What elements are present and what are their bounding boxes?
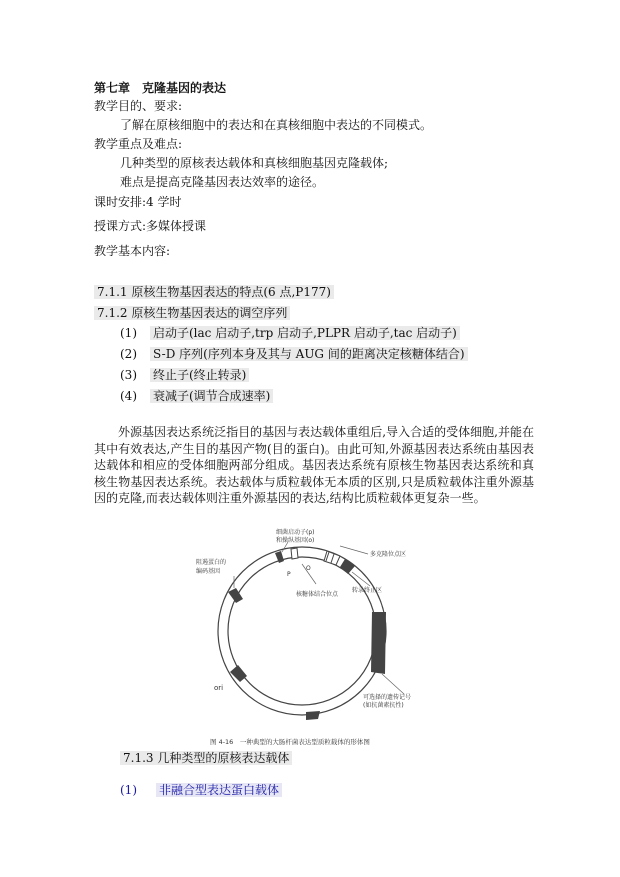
list-item xyxy=(120,346,468,362)
list-item-number: (2) xyxy=(120,347,137,361)
section-711 xyxy=(94,284,334,300)
label-promoter: 细菌启动子(p) xyxy=(276,529,315,536)
section-713 xyxy=(120,750,292,766)
label-selectable-1: 可选择的遗传记号 xyxy=(363,694,412,701)
figure-caption: 图 4-16 一种典型的大肠杆菌表达型质粒载体的形体图 xyxy=(210,738,370,746)
section-711-text: 7.1.1 原核生物基因表达的特点(6 点,P177) xyxy=(94,285,334,299)
list-item-text: 衰减子(调节合成速率) xyxy=(150,389,273,403)
label-operator: 和操纵基因(o) xyxy=(276,537,315,544)
marker-block-bottom xyxy=(306,711,320,720)
label-p: P xyxy=(287,571,291,578)
selectable-marker-block xyxy=(371,612,386,674)
list-item-number: (3) xyxy=(120,368,137,382)
section-713-text: 7.1.3 几种类型的原核表达载体 xyxy=(120,751,292,765)
key-points-label: 教学重点及难点: xyxy=(94,137,183,151)
list-item-number: (1) xyxy=(120,326,137,340)
subsection-1 xyxy=(120,782,282,798)
ori-block xyxy=(230,665,247,682)
label-ori: ori xyxy=(214,684,224,692)
operator-block xyxy=(291,548,298,559)
mcs-block xyxy=(324,551,340,565)
objectives-text: 了解在原核细胞中的表达和在真核细胞中表达的不同模式。 xyxy=(120,118,433,132)
terminator-block xyxy=(340,559,355,574)
key-point-2: 难点是提高克隆基因表达效率的途径。 xyxy=(120,175,325,189)
label-selectable-2: (如抗菌素抗性) xyxy=(363,702,404,709)
list-item-text: S-D 序列(序列本身及其与 AUG 间的距离决定核糖体结合) xyxy=(150,347,468,361)
teaching-method: 授课方式:多媒体授课 xyxy=(94,219,207,233)
subsection-1-number: (1) xyxy=(120,783,137,797)
body-paragraph-text: 外源基因表达系统泛指目的基因与表达载体重组后,导入合适的受体细胞,并能在其中有效表达,产生目的基因产物(目的蛋白)。由此可知,外源基因表达系统由基因表达载体和相应的受体细胞两部分组成。基因表达系统有原核生物基因表达系统和真核生物基因表达系统。表达载体与质粒载体无本质的区别,只是质粒载体注重外源基因的克隆,而表达载体则注重外源基因的表达,结构比质粒载体更复杂一些。 xyxy=(94,425,534,505)
list-item xyxy=(120,388,273,404)
content-label: 教学基本内容: xyxy=(94,244,171,258)
plasmid-figure xyxy=(190,524,440,750)
list-item xyxy=(120,367,249,383)
key-point-1: 几种类型的原核表达载体和真核细胞基因克隆载体; xyxy=(120,156,389,170)
label-o: O xyxy=(306,565,311,572)
list-item-number: (4) xyxy=(120,389,137,403)
objectives-label: 教学目的、要求: xyxy=(94,99,183,113)
section-712-text: 7.1.2 原核生物基因表达的调空序列 xyxy=(94,306,290,320)
chapter-title: 第七章 克隆基因的表达 xyxy=(94,81,227,95)
hours: 课时安排:4 学时 xyxy=(94,195,182,209)
subsection-1-text: 非融合型表达蛋白载体 xyxy=(156,783,282,797)
section-712 xyxy=(94,305,290,321)
label-mcs: 多克隆位点区 xyxy=(370,551,407,558)
list-item xyxy=(120,325,460,341)
label-terminator: 转录终止区 xyxy=(352,587,383,594)
label-rbs: 核糖体结合位点 xyxy=(296,591,339,598)
list-item-text: 终止子(终止转录) xyxy=(150,368,249,382)
list-item-text: 启动子(lac 启动子,trp 启动子,PLPR 启动子,tac 启动子) xyxy=(150,326,460,340)
label-repressor-1: 阻遏蛋白的 xyxy=(196,559,227,566)
body-paragraph xyxy=(94,424,534,507)
label-repressor-2: 编码基因 xyxy=(196,568,221,575)
